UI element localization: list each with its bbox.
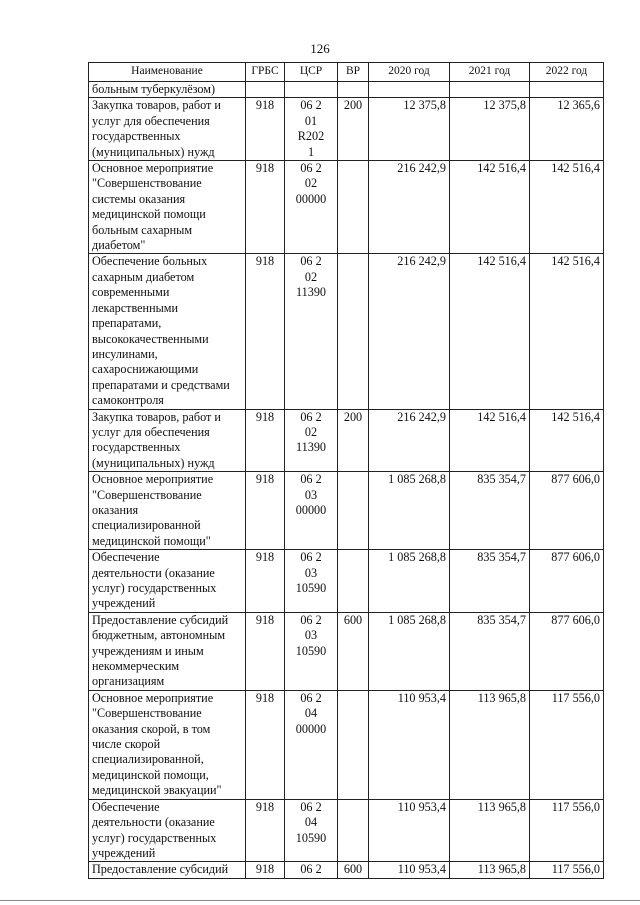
cell-csr-line: 03 [304,628,318,643]
cell-csr-line: 06 2 [300,862,322,877]
cell-csr-line: 00000 [295,721,327,736]
cell-name-line: Основное мероприятие [92,472,214,487]
cell-name-line: лекарственными [92,300,179,315]
cell-2021: 113 965,8 [450,690,530,799]
cell-2022: 12 365,6 [530,98,604,161]
cell-2020: 216 242,9 [369,409,450,472]
cell-grbs: 918 [246,98,285,161]
cell-name-line: услуг) государственных [92,830,217,845]
cell-name-line: Обеспечение [92,799,160,814]
cell-name-line: Основное мероприятие [92,690,214,705]
cell-csr-line: 06 2 [300,690,322,705]
table-row [89,98,604,161]
cell-csr [285,550,338,613]
cell-grbs: 918 [246,690,285,799]
cell-name-line: учреждений [92,845,156,860]
cell-csr-line: 06 2 [300,254,322,269]
cell-csr [285,612,338,690]
cell-vr [338,550,369,613]
cell-2022: 142 516,4 [530,254,604,409]
cell-csr [285,82,338,98]
cell-csr [285,472,338,550]
cell-csr-line: 06 2 [300,98,322,113]
cell-2020 [369,82,450,98]
cell-2022: 117 556,0 [530,690,604,799]
page-edge-line [0,900,640,901]
cell-name-line: некоммерческим [92,659,180,674]
cell-name-line: деятельности (оказание [92,565,215,580]
cell-2020: 216 242,9 [369,161,450,254]
cell-name-line: Предоставление субсидий [92,862,229,877]
cell-csr-line: 06 2 [300,612,322,627]
cell-name-line: государственных [92,129,181,144]
page-number: 126 [310,41,330,56]
cell-name-line: Обеспечение [92,550,160,565]
cell-name-line: диабетом" [92,238,146,253]
cell-csr-line: 06 2 [300,799,322,814]
cell-name [89,690,246,799]
cell-2021: 835 354,7 [450,612,530,690]
cell-2021: 113 965,8 [450,862,530,878]
cell-grbs: 918 [246,612,285,690]
cell-2021 [450,82,530,98]
cell-csr-line: 06 2 [300,409,322,424]
cell-2021: 142 516,4 [450,161,530,254]
cell-name-line: больным сахарным [92,222,193,237]
cell-csr-line: 11390 [295,440,327,455]
cell-csr-line: 04 [304,706,318,721]
cell-name-line: препаратами, [92,316,162,331]
cell-2021: 142 516,4 [450,409,530,472]
cell-2022: 117 556,0 [530,799,604,862]
cell-2022: 877 606,0 [530,472,604,550]
cell-name-line: медицинской эвакуации" [92,783,222,798]
cell-csr-line: 1 [307,144,315,159]
cell-grbs: 918 [246,550,285,613]
cell-2020: 1 085 268,8 [369,612,450,690]
cell-csr-line: 02 [304,424,318,439]
cell-name-line: медицинской помощи" [92,533,211,548]
cell-name-line: современными [92,285,170,300]
cell-csr-line: 06 2 [300,472,322,487]
cell-vr [338,254,369,409]
cell-csr-line: 02 [304,269,318,284]
cell-vr [338,799,369,862]
table-row [89,82,604,98]
header-2020: 2020 год [369,63,450,82]
table-row [89,161,604,254]
cell-name-line: (муниципальных) нужд [92,455,215,470]
cell-grbs [246,82,285,98]
cell-grbs: 918 [246,409,285,472]
cell-grbs: 918 [246,862,285,878]
cell-csr-line: 11390 [295,285,327,300]
cell-2021: 113 965,8 [450,799,530,862]
cell-2021: 142 516,4 [450,254,530,409]
cell-name-line: учреждений [92,596,156,611]
cell-name-line: больным туберкулёзом) [92,82,216,96]
header-2021: 2021 год [450,63,530,82]
table-row [89,254,604,409]
cell-name-line: Основное мероприятие [92,161,214,176]
cell-csr-line: 03 [304,487,318,502]
cell-vr: 600 [338,862,369,878]
cell-2020: 110 953,4 [369,799,450,862]
cell-name [89,550,246,613]
budget-table [88,62,604,879]
cell-name-line: "Совершенствование [92,706,202,721]
cell-name-line: оказания [92,502,139,517]
cell-name-line: услуг) государственных [92,581,217,595]
cell-vr [338,472,369,550]
cell-name-line: "Совершенствование [92,176,202,191]
cell-name [89,409,246,472]
cell-name [89,161,246,254]
table-header-row [89,63,604,82]
header-name: Наименование [89,63,246,82]
cell-vr [338,690,369,799]
table-row [89,409,604,472]
cell-csr-line: 01 [304,113,318,128]
table-body [89,82,604,879]
header-vr: ВР [338,63,369,82]
cell-2022: 117 556,0 [530,862,604,878]
cell-vr [338,82,369,98]
cell-name-line: сахарным диабетом [92,269,195,284]
cell-name-line: "Совершенствование [92,487,202,502]
table-row [89,799,604,862]
cell-name-line: высококачественными [92,331,209,346]
cell-name-line: системы оказания [92,191,186,206]
cell-grbs: 918 [246,799,285,862]
cell-2022: 877 606,0 [530,550,604,613]
cell-2021: 835 354,7 [450,472,530,550]
cell-2022: 142 516,4 [530,161,604,254]
cell-name-line: бюджетным, автономным [92,628,226,643]
cell-name [89,254,246,409]
cell-name-line: оказания скорой, в том [92,721,211,736]
cell-csr-line: 02 [304,176,318,191]
cell-vr: 200 [338,98,369,161]
cell-vr [338,161,369,254]
cell-name-line: медицинской помощи, [92,767,209,782]
table-row [89,862,604,878]
cell-name [89,862,246,878]
cell-csr [285,862,338,878]
cell-csr-line: 04 [304,815,318,830]
cell-name-line: медицинской помощи [92,207,206,222]
cell-csr-line: R202 [297,129,325,144]
cell-name-line: специализированной [92,518,201,533]
cell-2020: 216 242,9 [369,254,450,409]
cell-vr: 600 [338,612,369,690]
cell-csr [285,409,338,472]
cell-name-line: Закупка товаров, работ и [92,409,221,424]
cell-2020: 110 953,4 [369,690,450,799]
cell-grbs: 918 [246,161,285,254]
cell-csr [285,161,338,254]
cell-2022: 142 516,4 [530,409,604,472]
cell-2021: 12 375,8 [450,98,530,161]
cell-name-line: Обеспечение больных [92,254,208,269]
cell-2022: 877 606,0 [530,612,604,690]
cell-name-line: организациям [92,674,165,689]
table-row [89,550,604,613]
cell-csr-line: 06 2 [300,161,322,176]
cell-csr [285,799,338,862]
cell-2020: 12 375,8 [369,98,450,161]
header-2022: 2022 год [530,63,604,82]
cell-name [89,472,246,550]
cell-name-line: Закупка товаров, работ и [92,98,221,113]
cell-2022 [530,82,604,98]
cell-name-line: препаратами и средствами [92,377,230,392]
cell-csr-line: 00000 [295,502,327,517]
cell-name [89,98,246,161]
cell-name-line: инсулинами, [92,346,158,361]
cell-name-line: сахароснижающими [92,362,199,377]
cell-grbs: 918 [246,472,285,550]
cell-name-line: услуг для обеспечения [92,424,210,439]
cell-name-line: деятельности (оказание [92,815,215,830]
cell-csr [285,254,338,409]
cell-csr-line: 03 [304,565,318,580]
cell-csr [285,690,338,799]
cell-csr-line: 10590 [295,643,327,658]
cell-csr-line: 06 2 [300,550,322,565]
cell-2020: 110 953,4 [369,862,450,878]
cell-name-line: услуг для обеспечения [92,113,210,128]
cell-name-line: числе скорой [92,737,161,752]
cell-csr [285,98,338,161]
cell-grbs: 918 [246,254,285,409]
cell-2020: 1 085 268,8 [369,550,450,613]
cell-2021: 835 354,7 [450,550,530,613]
cell-csr-line: 00000 [295,191,327,206]
cell-name-line: самоконтроля [92,393,164,408]
cell-name-line: специализированной, [92,752,204,767]
cell-name [89,799,246,862]
cell-csr-line: 10590 [295,830,327,845]
header-csr: ЦСР [285,63,338,82]
cell-csr-line: 10590 [295,581,327,595]
cell-name-line: учреждениям и иным [92,643,204,658]
table-row [89,612,604,690]
cell-name-line: Предоставление субсидий [92,612,229,627]
table-row [89,690,604,799]
cell-name-line: (муниципальных) нужд [92,144,215,159]
table-row [89,472,604,550]
cell-2020: 1 085 268,8 [369,472,450,550]
cell-name [89,82,246,98]
cell-vr: 200 [338,409,369,472]
header-grbs: ГРБС [246,63,285,82]
cell-name [89,612,246,690]
cell-name-line: государственных [92,440,181,455]
